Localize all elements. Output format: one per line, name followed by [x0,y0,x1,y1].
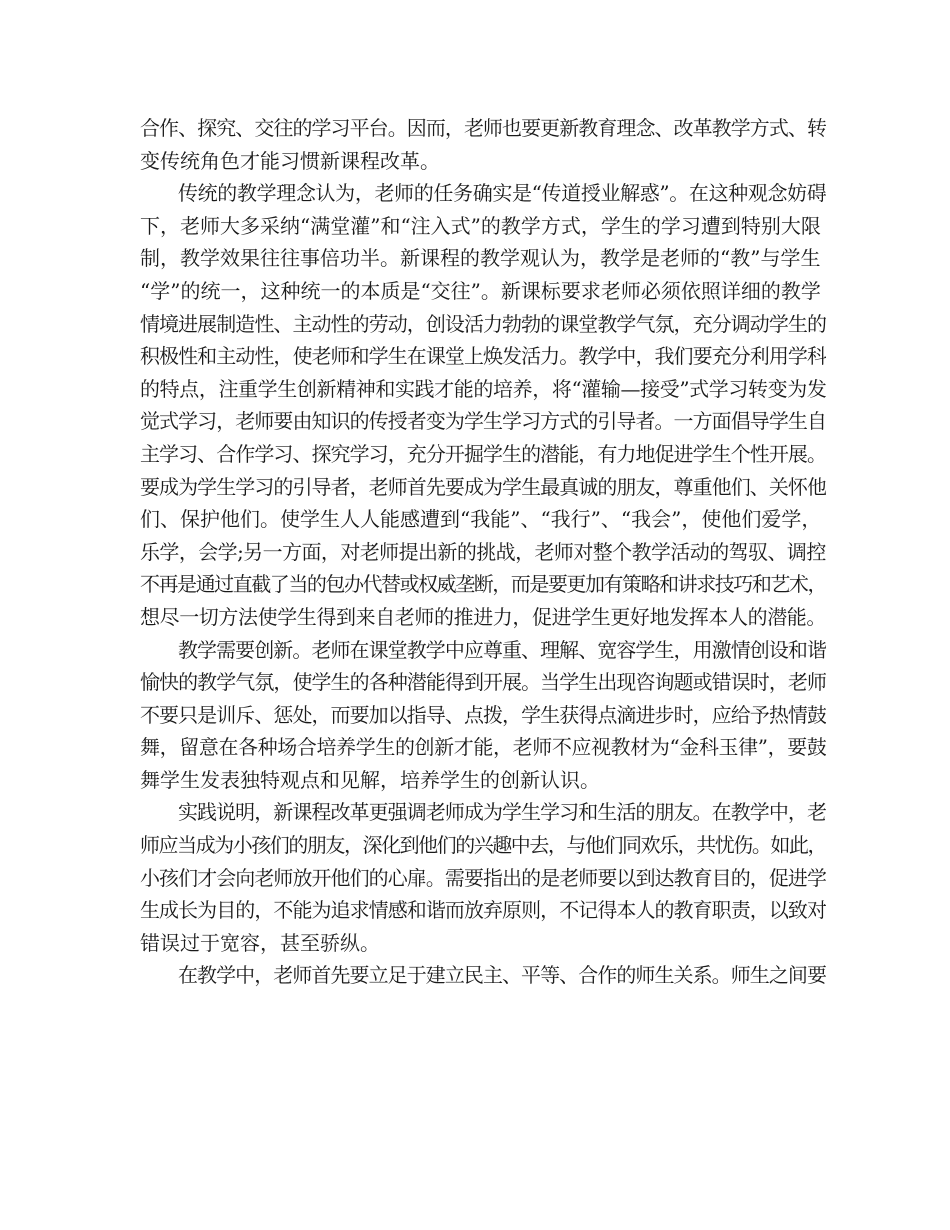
text-line: 师应当成为小孩们的朋友，深化到他们的兴趣中去，与他们同欢乐，共忧伤。如此， [140,833,826,858]
text-line: 乐学，会学;另一方面，对老师提出新的挑战，老师对整个教学活动的驾驭、调控 [140,539,826,564]
text-line: 制，教学效果往往事倍功半。新课程的教学观认为，教学是老师的“教”与学生 [140,246,821,271]
text-line: 积极性和主动性，使老师和学生在课堂上焕发活力。教学中，我们要充分利用学科 [140,344,826,369]
paragraph [140,634,826,797]
text-line: 舞，留意在各种场合培养学生的创新才能，老师不应视教材为“金科玉律”，要鼓 [140,735,826,760]
text-line: 教学需要创新。老师在课堂教学中应尊重、理解、宽容学生，用激情创设和谐 [178,637,826,662]
paragraph [140,177,826,633]
text-line: 觉式学习，老师要由知识的传授者变为学生学习方式的引导者。一方面倡导学生自 [140,409,826,434]
text-line: 实践说明，新课程改革更强调老师成为学生学习和生活的朋友。在教学中，老 [178,800,826,825]
text-line: 下，老师大多采纳“满堂灌”和“注入式”的教学方式，学生的学习遭到特别大限 [140,213,821,238]
text-line: 变传统角色才能习惯新课程改革。 [140,148,440,173]
text-line: 传统的教学理念认为，老师的任务确实是“传道授业解惑”。在这种观念妨碍 [178,181,826,206]
text-line: 合作、探究、交往的学习平台。因而，老师也要更新教育理念、改革教学方式、转 [140,116,826,140]
text-line: 不要只是训斥、惩处，而要加以指导、点拨，学生获得点滴进步时，应给予热情鼓 [140,702,826,727]
text-line: 们、保护他们。使学生人人能感遭到“我能”、“我行”、“我会”，使他们爱学， [140,507,822,532]
text-line: 要成为学生学习的引导者，老师首先要成为学生最真诚的朋友，尊重他们、关怀他 [140,474,826,499]
text-line: 的特点，注重学生创新精神和实践才能的培养，将“灌输—接受”式学习转变为发 [140,376,826,401]
text-line: “学”的统一，这种统一的本质是“交往”。新课标要求老师必须依照详细的教学 [140,278,821,303]
paragraph [140,959,826,992]
text-line: 小孩们才会向老师放开他们的心扉。需要指出的是老师要以到达教育目的，促进学 [140,865,826,890]
paragraph [140,112,826,177]
text-line: 情境进展制造性、主动性的劳动，创设活力勃勃的课堂教学气氛，充分调动学生的 [140,311,826,336]
text-line: 不再是通过直截了当的包办代替或权威垄断，而是要更加有策略和讲求技巧和艺术， [140,572,826,597]
text-line: 生成长为目的，不能为追求情感和谐而放弃原则，不记得本人的教育职责，以致对 [140,898,826,923]
text-line: 错误过于宽容，甚至骄纵。 [140,930,380,955]
text-line: 舞学生发表独特观点和见解，培养学生的创新认识。 [140,767,600,792]
text-line: 愉快的教学气氛，使学生的各种潜能得到开展。当学生出现咨询题或错误时，老师 [140,670,826,695]
text-line: 在教学中，老师首先要立足于建立民主、平等、合作的师生关系。师生之间要 [178,963,826,988]
document-body [140,112,826,992]
paragraph [140,796,826,959]
text-line: 想尽一切方法使学生得到来自老师的推进力，促进学生更好地发挥本人的潜能。 [140,604,826,629]
text-line: 主学习、合作学习、探究学习，充分开掘学生的潜能，有力地促进学生个性开展。 [140,441,826,466]
